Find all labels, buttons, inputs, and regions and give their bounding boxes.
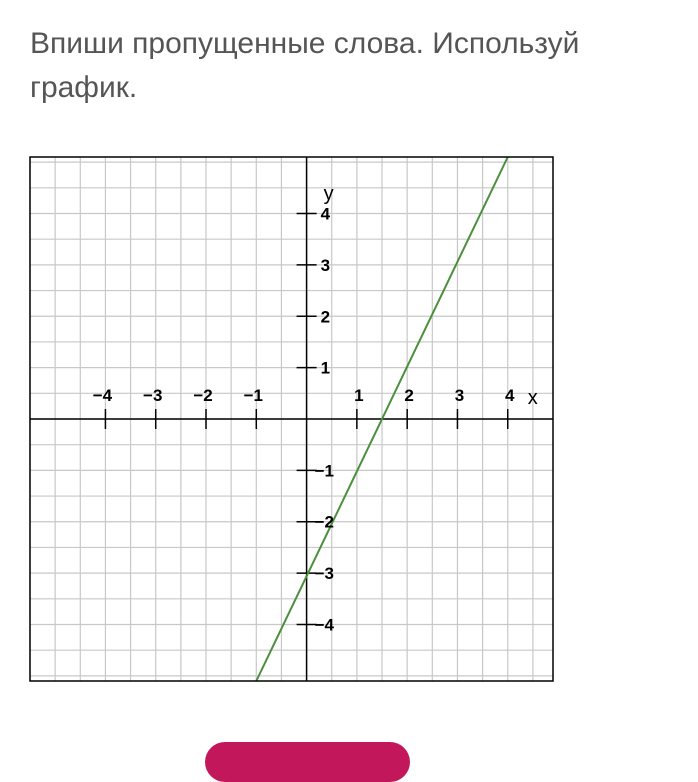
y-tick-label: 4	[320, 204, 331, 224]
y-tick-label: 1	[320, 358, 331, 378]
x-axis-label: x	[527, 387, 538, 409]
x-tick-label: −1	[243, 386, 263, 405]
task-prompt: Впиши пропущенные слова. Используй график.	[30, 27, 580, 104]
x-tick-label: 3	[454, 386, 465, 405]
x-tick-label: 1	[354, 386, 364, 405]
x-tick-label: −4	[92, 386, 113, 405]
y-tick-label: 2	[320, 307, 331, 327]
chart-labels	[93, 183, 538, 635]
y-tick-label: 3	[320, 255, 331, 275]
y-axis-label: y	[323, 182, 334, 205]
y-tick-label: −1	[314, 461, 334, 481]
y-tick-label: −4	[314, 615, 334, 635]
chart-axes	[30, 157, 553, 681]
x-tick-label: 2	[404, 386, 414, 405]
submit-button[interactable]	[205, 742, 410, 782]
x-tick-label: −2	[193, 386, 213, 405]
y-tick-label: −2	[314, 512, 334, 532]
x-tick-label: −3	[143, 386, 163, 405]
x-tick-label: 4	[505, 386, 515, 405]
y-tick-label: −3	[314, 564, 334, 584]
